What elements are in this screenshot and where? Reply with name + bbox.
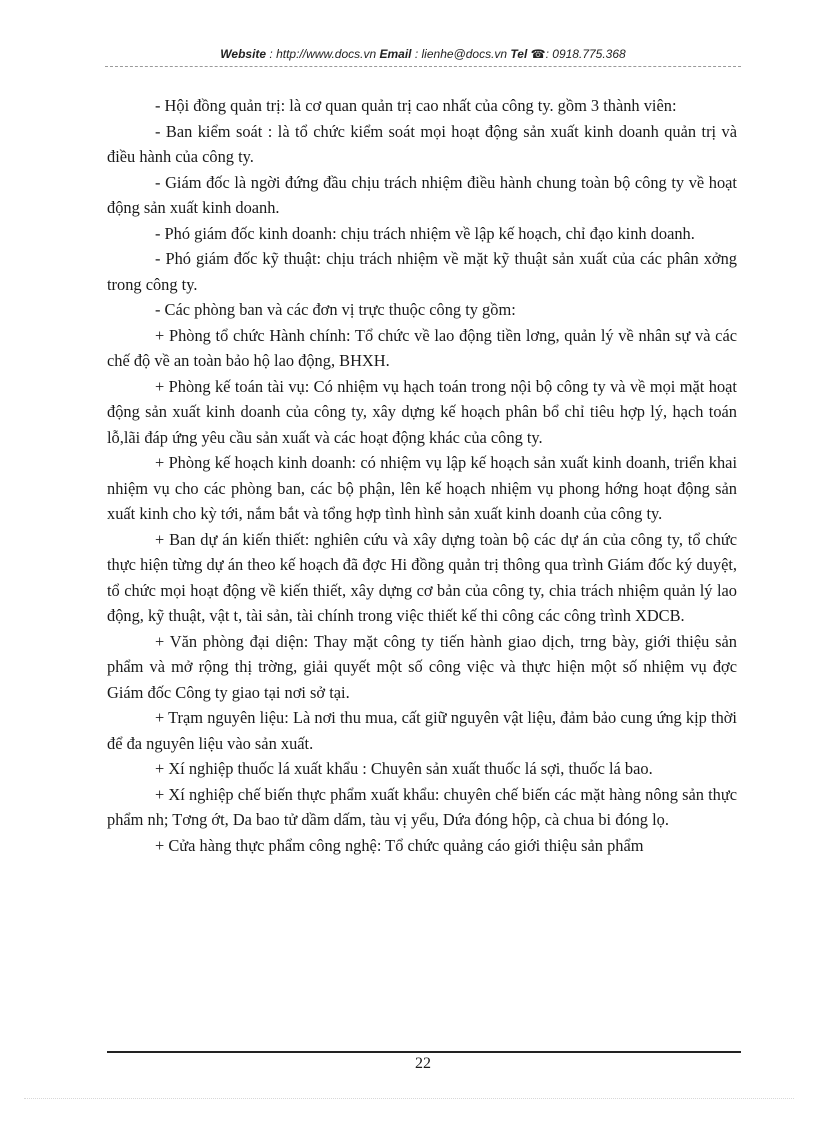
paragraph-planning-dept: + Phòng kế hoạch kinh doanh: có nhiệm vụ lập kế hoạch sản xuất kinh doanh, triển khai nhiệm vụ cho các phòng ban, các bộ phận, lên kế hoạch nhiệm vụ phong hớng hoạt động sản xuất kinh cho kỳ tới, nắm bắt và tổng hợp tình hình sản xuất kinh doanh của công ty.: [107, 453, 737, 523]
website-url: : http://www.docs.vn: [269, 47, 377, 61]
document-body: [107, 93, 737, 858]
paragraph-accounting-dept: + Phòng kế toán tài vụ: Có nhiệm vụ hạch toán trong nội bộ công ty và về mọi mặt hoạt động sản xuất kinh doanh của công ty, xây dựng kế hoạch phân bổ chỉ tiêu hợp lý, hạch toán lỗ,lãi đáp ứng yêu cầu sản xuất và các hoạt động khác của công ty.: [107, 376, 737, 447]
paragraph-deputy-business: - Phó giám đốc kinh doanh: chịu trách nhiệm về lập kế hoạch, chỉ đạo kinh doanh.: [155, 223, 695, 243]
paragraph-tobacco-enterprise: + Xí nghiệp thuốc lá xuất khẩu : Chuyên sản xuất thuốc lá sợi, thuốc lá bao.: [155, 759, 653, 778]
paragraph-representative-office: + Văn phòng đại diện: Thay mặt công ty tiến hành giao dịch, trng bày, giới thiệu sản phẩm và mở rộng thị trờng, giải quyết một số công việc và thực hiện một số nhiệm vụ đợc Giám đốc Công ty giao tại nơi sở tại.: [107, 631, 737, 702]
paragraph-food-processing: + Xí nghiệp chế biến thực phẩm xuất khẩu: chuyên chế biến các mặt hàng nông sản thực phẩm nh; Tơng ớt, Da bao tử dầm dấm, tàu vị yểu, Dứa đóng hộp, cà chua bi đóng lọ.: [107, 784, 737, 829]
email-value: : lienhe@docs.vn: [414, 47, 508, 61]
email-label: Email: [379, 47, 412, 61]
paragraph-construction-board: + Ban dự án kiến thiết: nghiên cứu và xây dựng toàn bộ các dự án của công ty, tổ chức thực hiện từng dự án theo kế hoạch đã đợc Hi đồng quản trị thông qua trình Giám đốc ký duyệt, tổ chức mọi hoạt động về kiến thiết, xây dựng cơ bản của công ty, chia trách nhiệm quản lý lao động, kỹ thuật, vật t, tài sản, tài chính trong việc thiết kế thi công các công trình XDCB.: [107, 529, 737, 625]
header-divider: [105, 66, 741, 67]
footer-divider: [107, 1051, 741, 1053]
paragraph-food-store: + Cửa hàng thực phẩm công nghệ: Tổ chức quảng cáo giới thiệu sản phẩm: [155, 835, 644, 855]
website-label: Website: [220, 47, 267, 61]
tel-value: ☎: 0918.775.368: [530, 47, 626, 61]
paragraph-board-of-directors: - Hội đồng quản trị: là cơ quan quản trị cao nhất của công ty. gồm 3 thành viên:: [155, 96, 677, 115]
paragraph-director: - Giám đốc là ngời đứng đầu chịu trách nhiệm điều hành chung toàn bộ công ty về hoạt động sản xuất kinh doanh.: [107, 172, 737, 217]
page-bottom-border: [24, 1098, 794, 1099]
paragraph-materials-station: + Trạm nguyên liệu: Là nơi thu mua, cất giữ nguyên vật liệu, đảm bảo cung ứng kịp thời để đa nguyên liệu vào sản xuất.: [107, 708, 737, 753]
tel-label: Tel: [510, 47, 528, 61]
paragraph-admin-dept: + Phòng tổ chức Hành chính: Tổ chức về lao động tiền lơng, quản lý về nhân sự và các chế độ về an toàn bảo hộ lao động, BHXH.: [107, 325, 737, 370]
page-header: [105, 47, 741, 61]
page-number: 22: [415, 1055, 431, 1072]
paragraph-departments-intro: - Các phòng ban và các đơn vị trực thuộc công ty gồm:: [155, 300, 516, 319]
paragraph-supervisory-board: - Ban kiểm soát : là tổ chức kiểm soát mọi hoạt động sản xuất kinh doanh quản trị và điều hành của công ty.: [107, 121, 737, 166]
paragraph-deputy-technical: - Phó giám đốc kỹ thuật: chịu trách nhiệm về mặt kỹ thuật sản xuất của các phân xởng trong công ty.: [107, 249, 737, 294]
